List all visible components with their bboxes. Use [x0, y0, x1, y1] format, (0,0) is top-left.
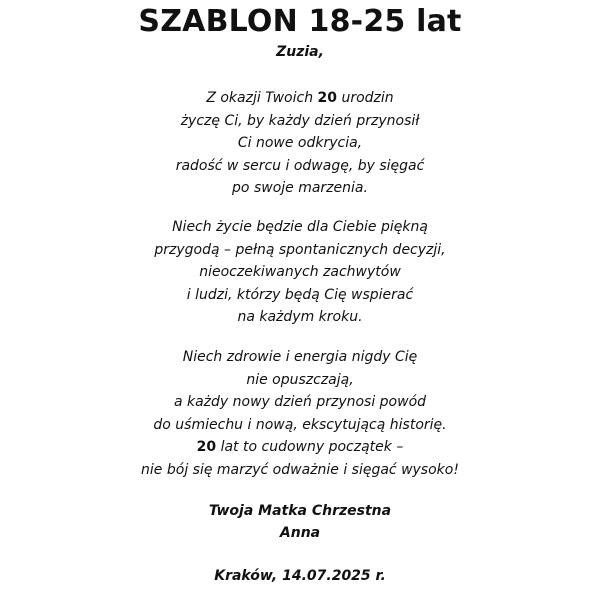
stanza-3-line-4: do uśmiechu i nową, ekscytującą historię.: [153, 416, 447, 433]
wish-stanza-1: [0, 87, 600, 200]
stanza-2-line-2: przygodą – pełną spontanicznych decyzji,: [154, 241, 446, 258]
signature-role: Twoja Matka Chrzestna: [208, 503, 392, 519]
stanza-1-line-5: po swoje marzenia.: [232, 180, 368, 196]
stanza-3-line-2: nie opuszczają,: [246, 371, 354, 388]
stanza-2-line-5: na każdym kroku.: [237, 309, 363, 325]
age-number: 20: [317, 90, 338, 106]
stanza-1-line-1-text-start: Z okazji Twoich: [206, 90, 318, 106]
stanza-3-line-5: [0, 436, 600, 459]
stanza-3-line-3: a każdy nowy dzień przynosi powód: [173, 394, 427, 410]
signature-block: [0, 500, 600, 544]
wish-stanza-3: [0, 346, 600, 481]
stanza-1-line-2: życzę Ci, by każdy dzień przynosił: [180, 112, 420, 129]
template-title: SZABLON 18-25 lat: [138, 4, 462, 39]
place-and-date: Kraków, 14.07.2025 r.: [214, 568, 386, 584]
stanza-3-line-5-text: lat to cudowny początek –: [216, 439, 404, 455]
wish-stanza-2: [0, 216, 600, 329]
age-number: 20: [196, 439, 217, 455]
stanza-1-line-3: Ci nowe odkrycia,: [237, 135, 363, 151]
stanza-2-line-4: i ludzi, którzy będą Cię wspierać: [186, 286, 414, 303]
stanza-1-line-1: [0, 87, 600, 110]
stanza-1-line-4: radość w sercu i odwagę, by sięgać: [175, 157, 425, 174]
signature-name: Anna: [279, 525, 321, 541]
stanza-3-line-6: nie bój się marzyć odważnie i sięgać wysoko!: [141, 461, 459, 478]
recipient-greeting: Zuzia,: [276, 44, 324, 60]
stanza-2-line-1: Niech życie będzie dla Ciebie piękną: [172, 219, 428, 235]
stanza-1-line-1-text-end: urodzin: [337, 90, 394, 106]
stanza-2-line-3: nieoczekiwanych zachwytów: [199, 264, 401, 280]
stanza-3-line-1: Niech zdrowie i energia nigdy Cię: [182, 349, 418, 365]
